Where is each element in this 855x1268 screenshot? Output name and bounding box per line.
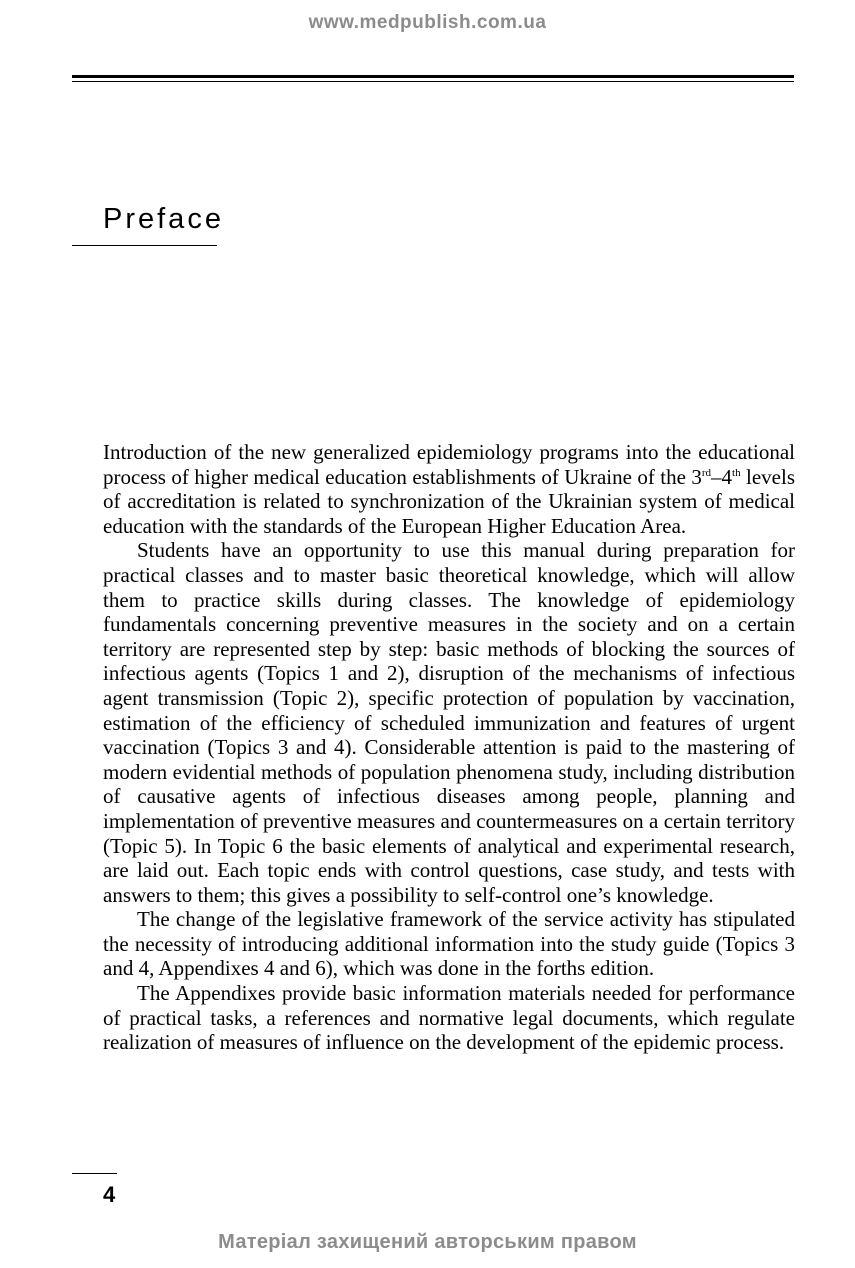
paragraph-1-dash: –4 <box>711 464 733 489</box>
paragraph-3: The change of the legislative framework of the service activity has stipulated the necessity of introducing additional information into the study guide (Topics 3 and 4, Appendixes 4 and 6), which was done in the forths edition. <box>103 907 795 981</box>
body-text <box>103 440 795 1055</box>
footer-rule <box>72 1173 117 1174</box>
superscript-rd: rd <box>701 466 712 479</box>
paragraph-1-part-b: levels of accreditation is related to synchronization of the Ukrainian system of medical education with the standards of the European Higher Education Area. <box>103 464 795 538</box>
copyright-watermark: Матеріал захищений авторським правом <box>218 1231 637 1253</box>
chapter-title: Preface <box>103 203 224 235</box>
header-url[interactable]: www.medpublish.com.ua <box>308 12 547 33</box>
paragraph-4: The Appendixes provide basic information materials needed for performance of practical tasks, a references and normative legal documents, which regulate realization of measures of influence on the development of the epidemic process. <box>103 981 795 1055</box>
page-number: 4 <box>103 1182 116 1207</box>
header-double-rule-top <box>72 75 794 78</box>
paragraph-1-part-a: Introduction of the new generalized epidemiology programs into the educational process of higher medical education establishments of Ukraine of the 3 <box>103 440 795 489</box>
paragraph-1 <box>103 440 795 538</box>
title-underline <box>72 245 217 246</box>
header-double-rule-bottom <box>72 81 794 82</box>
paragraph-2: Students have an opportunity to use this manual during preparation for practical classes and to master basic theoretical knowledge, which will allow them to practice skills during classes. The knowledge of epidemiology fundamentals concerning preventive measures in the society and on a certain territory are represented step by step: basic methods of blocking the sources of infectious agents (Topics 1 and 2), disruption of the mechanisms of infectious agent transmission (Topic 2), specific protection of population by vaccination, estimation of the efficiency of scheduled immunization and features of urgent vaccination (Topics 3 and 4). Considerable attention is paid to the mastering of modern evidential methods of population phenomena study, including distribution of causative agents of infectious diseases among people, planning and implementation of preventive measures and countermeasures on a certain territory (Topic 5). In Topic 6 the basic elements of analytical and experimental research, are laid out. Each topic ends with control questions, case study, and tests with answers to them; this gives a possibility to self-control one’s knowledge. <box>103 538 795 907</box>
superscript-th: th <box>732 466 741 479</box>
